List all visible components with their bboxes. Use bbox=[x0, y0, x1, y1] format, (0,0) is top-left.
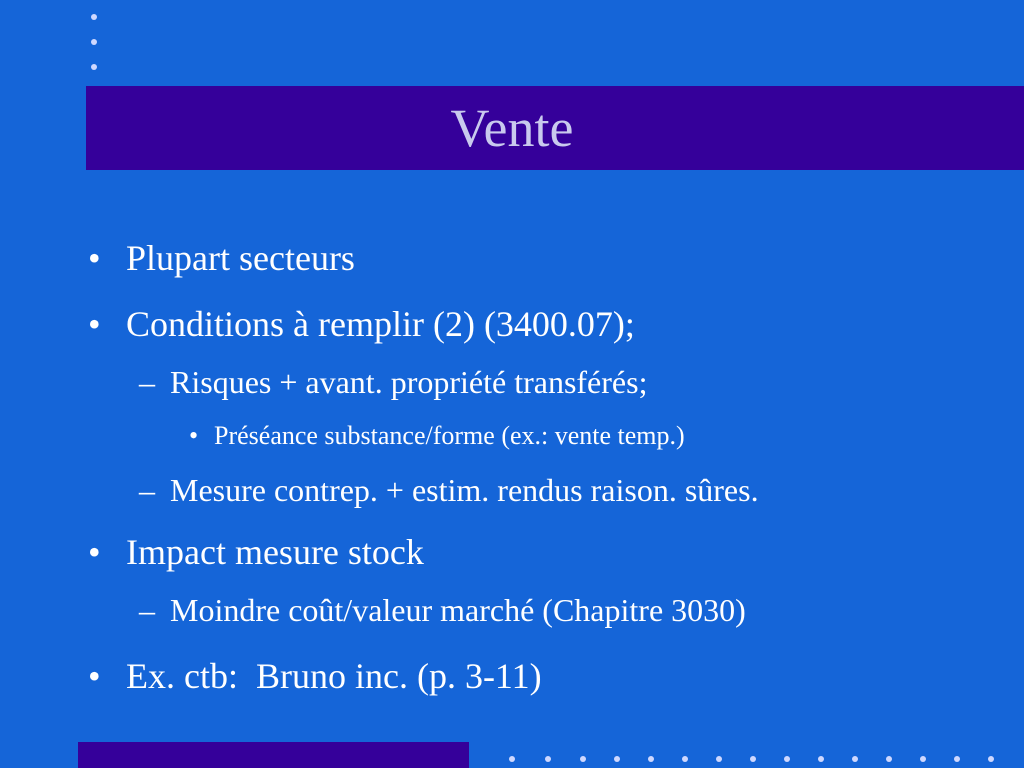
bullet-text: Impact mesure stock bbox=[126, 532, 424, 572]
dash-marker: – bbox=[139, 472, 155, 508]
dash-marker: – bbox=[139, 364, 155, 400]
bullet-text: Ex. ctb: Bruno inc. (p. 3-11) bbox=[126, 656, 542, 696]
decorative-dot bbox=[886, 756, 892, 762]
decorative-dot bbox=[954, 756, 960, 762]
bullet-marker: • bbox=[88, 304, 101, 344]
sub-bullet-item bbox=[139, 472, 759, 509]
decorative-dot bbox=[818, 756, 824, 762]
bullet-text: Moindre coût/valeur marché (Chapitre 3030) bbox=[170, 592, 746, 628]
decorative-dot bbox=[682, 756, 688, 762]
decorative-dot bbox=[648, 756, 654, 762]
bottom-band bbox=[78, 742, 469, 768]
sub-sub-bullet-item bbox=[189, 421, 685, 451]
bullet-item bbox=[88, 237, 355, 279]
bullet-item bbox=[88, 531, 424, 573]
sub-bullet-item bbox=[139, 592, 746, 629]
bullet-text: Conditions à remplir (2) (3400.07); bbox=[126, 304, 635, 344]
decorative-dot bbox=[920, 756, 926, 762]
decorative-dot bbox=[580, 756, 586, 762]
bullet-marker: • bbox=[189, 421, 199, 450]
bullet-marker: • bbox=[88, 238, 101, 278]
bullet-marker: • bbox=[88, 656, 101, 696]
bullet-item bbox=[88, 655, 542, 697]
decorative-dot bbox=[784, 756, 790, 762]
decorative-dot bbox=[545, 756, 551, 762]
bullet-item bbox=[88, 303, 635, 345]
decorative-dot bbox=[614, 756, 620, 762]
bullet-text: Risques + avant. propriété transférés; bbox=[170, 364, 648, 400]
decorative-dot bbox=[750, 756, 756, 762]
slide-title: Vente bbox=[450, 98, 574, 158]
bullet-text: Plupart secteurs bbox=[126, 238, 355, 278]
bullet-text: Préséance substance/forme (ex.: vente temp.) bbox=[214, 421, 685, 450]
decorative-dot bbox=[988, 756, 994, 762]
sub-bullet-item bbox=[139, 364, 648, 401]
bullet-text: Mesure contrep. + estim. rendus raison. sûres. bbox=[170, 472, 759, 508]
bullet-marker: • bbox=[88, 532, 101, 572]
decorative-dot bbox=[509, 756, 515, 762]
decorative-dot bbox=[852, 756, 858, 762]
decorative-dot bbox=[716, 756, 722, 762]
dash-marker: – bbox=[139, 592, 155, 628]
